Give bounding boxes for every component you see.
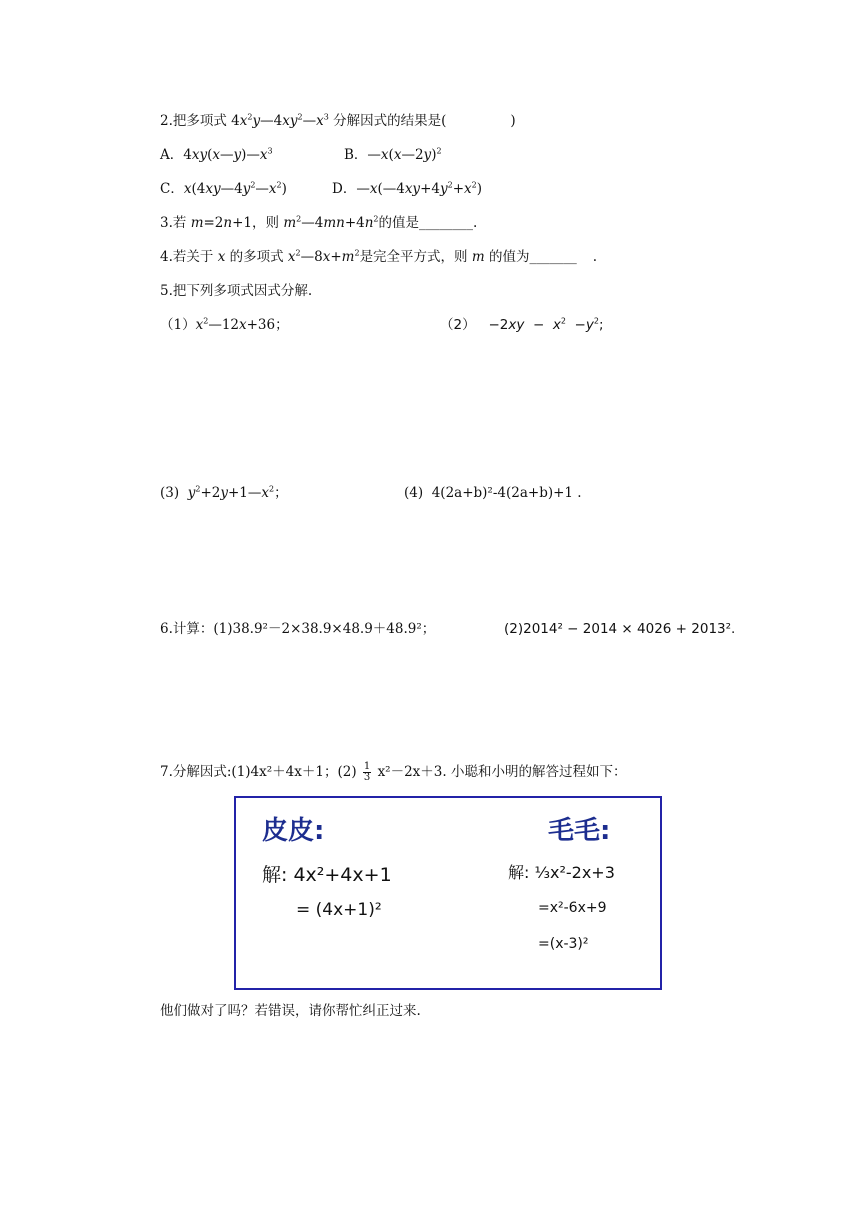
q2-option-c: C．$x(4xy—4y^2—x^2)$ [160, 180, 287, 197]
right-student-name: 毛毛: [548, 816, 611, 846]
q7-follow-up: 他们做对了吗？若错误，请你帮忙纠正过来. [160, 1003, 421, 1019]
q5-title: 5.把下列多项式因式分解. [160, 283, 313, 299]
right-solution-line3: =(x-3)² [538, 936, 589, 952]
q5-part1: $(1)x^2—12x+36$； [160, 316, 289, 333]
left-student-name: 皮皮: [262, 816, 325, 846]
q2-option-b: B．—x(x—2y)$^2$ [344, 146, 442, 163]
right-solution-line1: 解: ⅓x²-2x+3 [508, 863, 615, 882]
left-solution-line1: 解: 4x²+4x+1 [262, 864, 392, 886]
q2-stem: 2.把多项式 $4x^2y—4xy^2—x^3$ 分解因式的结果是( ) [160, 112, 516, 129]
left-solution-line2: = (4x+1)² [296, 900, 382, 920]
q6-part1: 6.计算：(1)38.9²－2×38.9×48.9＋48.9²； [160, 621, 436, 637]
q5-part2: $(2) -2xy - x^2 -y^2$; [440, 316, 604, 333]
q2-option-a: A．$4xy(x—y)—x^3$ [160, 146, 273, 163]
right-solution-line2: =x²-6x+9 [538, 900, 607, 916]
fraction-one-third: $\frac{1}{3}$ [363, 761, 371, 783]
q3-stem: 3.若 m=2n+1，则 $m^2—4mn+4n^2$的值是________. [160, 214, 478, 231]
q2-option-d: D．$—x(—4xy+4y^2+x^2)$ [332, 180, 483, 197]
q4-stem: 4.若关于 x 的多项式 $x^2—8x+m^2$是完全平方式，则 m 的值为_______ . [160, 248, 598, 265]
q5-part4: (4) 4(2a+b)²-4(2a+b)+1 . [404, 485, 582, 501]
q6-part2: (2)2014² − 2014 × 4026 + 2013². [504, 621, 736, 637]
answer-box [234, 796, 662, 990]
q7-stem: 7.分解因式:(1)4x²＋4x＋1；(2) $\frac{1}{3}$ x²－2x＋3. 小聪和小明的解答过程如下： [160, 761, 627, 783]
q5-part3: (3) $y^2+2y+1—x^2$； [160, 484, 288, 501]
